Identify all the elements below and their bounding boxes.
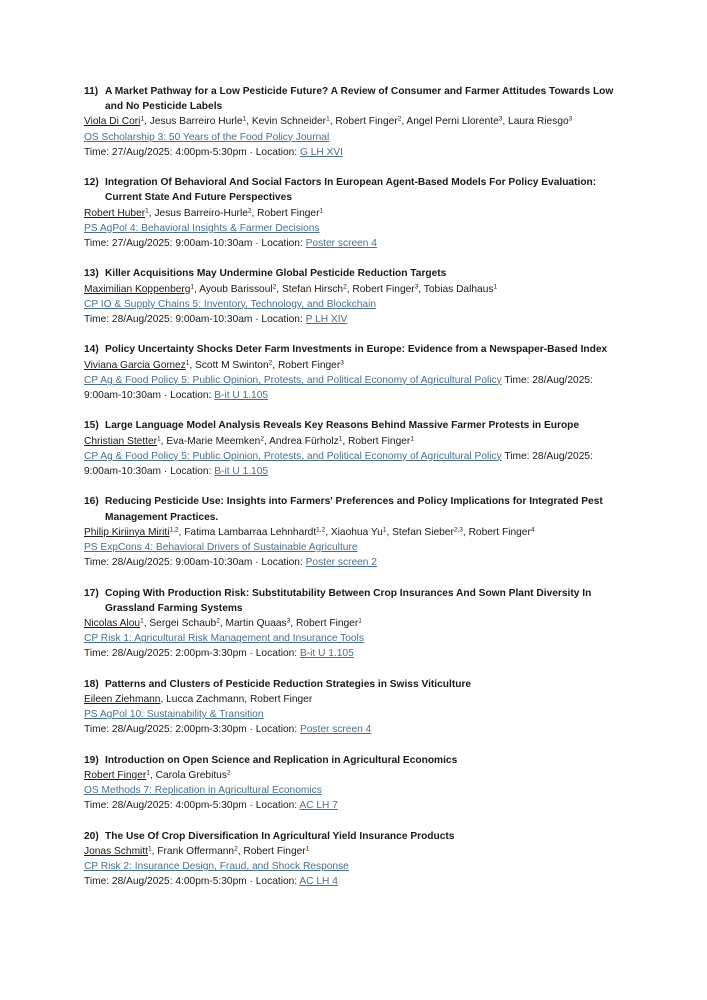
affiliation-marker: 2 <box>397 115 402 123</box>
author-name: Robert Finger <box>295 618 359 630</box>
affiliation-marker: 2 <box>260 435 264 443</box>
affiliation-marker: 1 <box>147 845 152 853</box>
entry-title-row <box>84 418 624 433</box>
author-name: Eva-Marie Meemken <box>166 435 261 447</box>
time-location-text: Time: 28/Aug/2025: 2:00pm-3:30pm · Location: <box>84 648 300 660</box>
paper-title: Reducing Pesticide Use: Insights into Farmers' Preferences and Policy Implications for Integrated Pest Management Practices. <box>105 496 603 523</box>
presenting-author: Jonas Schmitt <box>84 846 148 858</box>
affiliation-marker: 4 <box>530 526 535 534</box>
paper-title: A Market Pathway for a Low Pesticide Future? A Review of Consumer and Farmer Attitudes Towards Low and No Pesticide Labels <box>105 86 614 113</box>
session-line <box>84 859 624 874</box>
entry-number: 15) <box>84 420 99 432</box>
affiliation-marker: 1,2 <box>169 526 179 534</box>
author-name: Kevin Schneider <box>251 116 327 128</box>
presenting-author: Nicolas Alou <box>84 618 141 630</box>
affiliation-marker: 2 <box>343 283 347 291</box>
location-link[interactable]: Poster screen 4 <box>305 238 377 250</box>
entry-number: 16) <box>84 496 99 508</box>
affiliation-marker: 2 <box>247 207 252 215</box>
affiliation-marker: 1 <box>157 435 161 443</box>
session-line <box>84 130 624 145</box>
author-name: Laura Riesgo <box>508 116 569 128</box>
location-link[interactable]: P LH XIV <box>305 314 348 326</box>
session-link[interactable]: PS ExpCons 4: Behavioral Drivers of Sustainable Agriculture <box>84 542 358 554</box>
affiliation-marker: 2 <box>268 359 273 367</box>
paper-title: Policy Uncertainty Shocks Deter Farm Investments in Europe: Evidence from a Newspaper-Based Index <box>105 344 608 356</box>
session-time-block <box>84 449 624 479</box>
time-location-text: Time: 28/Aug/2025: 2:00pm-3:30pm · Location: <box>84 724 300 736</box>
time-line <box>84 555 624 570</box>
entry-title-row <box>84 266 624 281</box>
author-list: Philip Kiriinya Miriti$^{1,2}$, Fatima Lambarraa Lehnhardt$^{1,2}$, Xiaohua Yu$^1$, Stefan Sieber$^{2,3}$, Robert Finger$^4$ <box>84 526 535 538</box>
session-line <box>84 783 624 798</box>
paper-title: Introduction on Open Science and Replication in Agricultural Economics <box>105 754 458 766</box>
affiliation-marker: 2 <box>216 617 220 625</box>
author-name: Xiaohua Yu <box>330 526 383 538</box>
affiliation-marker: 1 <box>410 435 414 443</box>
time-line <box>84 722 624 737</box>
affiliation-marker: 3 <box>286 617 291 625</box>
author-name: Andrea Fürholz <box>269 435 339 447</box>
author-name: Ayoub Barissoul <box>199 283 273 295</box>
time-location-text: Time: 27/Aug/2025: 4:00pm-5:30pm · Location: <box>84 146 300 158</box>
entry-title-row <box>84 677 624 692</box>
list-item <box>84 266 624 327</box>
paper-title: Integration Of Behavioral And Social Factors In European Agent-Based Models For Policy Evaluation: Current State And Future Perspectives <box>105 177 597 204</box>
author-name: Stefan Sieber <box>392 526 454 538</box>
paper-title: The Use Of Crop Diversification In Agricultural Yield Insurance Products <box>105 830 455 842</box>
time-location-text: Time: 28/Aug/2025: 4:00pm-5:30pm · Location: <box>84 800 300 812</box>
author-name: Robert Finger <box>352 283 415 295</box>
affiliation-marker: 1 <box>493 283 498 291</box>
affiliation-marker: 3 <box>498 115 503 123</box>
entry-number: 19) <box>84 754 99 766</box>
entry-number: 17) <box>84 587 99 599</box>
entry-title-row <box>84 829 624 844</box>
affiliation-marker: 1 <box>358 617 362 625</box>
time-line <box>84 145 624 160</box>
author-list: Christian Stetter$^1$, Eva-Marie Meemken$^2$, Andrea Fürholz$^1$, Robert Finger$^1$ <box>84 435 414 447</box>
session-link[interactable]: OS Scholarship 3: 50 Years of the Food Policy Journal <box>84 131 330 143</box>
affiliation-marker: 3 <box>414 283 419 291</box>
entry-number: 12) <box>84 177 99 189</box>
time-location-text: Time: 28/Aug/2025: 9:00am-10:30am · Location: <box>84 557 306 569</box>
time-line <box>84 312 624 327</box>
affiliation-marker: 3 <box>340 359 344 367</box>
entry-number: 14) <box>84 344 99 356</box>
session-link[interactable]: CP Ag & Food Policy 5: Public Opinion, Protests, and Political Economy of Agricultural Policy <box>84 374 502 386</box>
session-line <box>84 540 624 555</box>
list-item <box>84 829 624 890</box>
list-item <box>84 84 624 160</box>
affiliation-marker: 2 <box>226 769 231 777</box>
author-name: Scott M Swinton <box>195 359 269 371</box>
author-name: Jesus Barreiro-Hurle <box>154 207 248 219</box>
time-line <box>84 874 624 889</box>
author-list: Maximilian Koppenberg$^1$, Ayoub Barissoul$^2$, Stefan Hirsch$^2$, Robert Finger$^3$, Tobias Dalhaus$^1$ <box>84 283 498 295</box>
entry-number: 11) <box>84 86 99 97</box>
author-name: Robert Finger <box>468 526 531 538</box>
author-name: Martin Quaas <box>225 618 287 630</box>
author-name: Carola Grebitus <box>155 770 227 782</box>
entry-number: 13) <box>84 268 99 280</box>
entry-number: 20) <box>84 830 99 842</box>
time-line <box>84 646 624 661</box>
author-name: Fatima Lambarraa Lehnhardt <box>184 526 317 538</box>
affiliation-marker: 2,3 <box>453 526 463 534</box>
location-link[interactable]: Poster screen 4 <box>299 724 372 736</box>
session-link[interactable]: CP IO & Supply Chains 5: Inventory, Technology, and Blockchain <box>84 298 377 310</box>
author-list: Robert Finger$^1$, Carola Grebitus$^2$ <box>84 769 231 782</box>
author-name: Robert Finger <box>277 359 341 371</box>
time-location-text: Time: 28/Aug/2025: 4:00pm-5:30pm · Location: <box>84 876 300 888</box>
author-list: Eileen Ziehmann, Lucca Zachmann, Robert Finger <box>84 694 313 706</box>
list-item <box>84 586 624 662</box>
author-name: Sergei Schaub <box>149 618 217 630</box>
time-location-text: Time: 28/Aug/2025: 9:00am-10:30am · Location: <box>84 450 593 478</box>
presenting-author: Robert Finger <box>84 770 147 782</box>
location-link[interactable]: AC LH 7 <box>299 800 338 812</box>
session-line <box>84 707 624 722</box>
list-item <box>84 175 624 251</box>
affiliation-marker: 1 <box>185 359 190 367</box>
paper-title: Coping With Production Risk: Substitutability Between Crop Insurances And Sown Plant Diversity In Grassland Farming Systems <box>105 587 592 614</box>
affiliation-marker: 1 <box>190 283 195 291</box>
entry-title-row <box>84 494 624 524</box>
affiliation-marker: 1 <box>242 115 247 123</box>
affiliation-marker: 2 <box>234 845 238 853</box>
author-name: Robert Finger <box>335 116 398 128</box>
entry-title-row <box>84 342 624 357</box>
time-location-text: Time: 28/Aug/2025: 9:00am-10:30am · Location: <box>84 374 593 402</box>
author-name: Robert Finger <box>257 207 320 219</box>
session-line <box>84 631 624 646</box>
author-name: Stefan Hirsch <box>281 283 344 295</box>
location-link[interactable]: B-it U 1.105 <box>214 390 269 402</box>
presenting-author: Christian Stetter <box>84 435 158 447</box>
affiliation-marker: 1 <box>305 845 310 853</box>
presenting-author: Viola Di Cori <box>84 116 141 128</box>
location-link[interactable]: G LH XVI <box>299 146 343 158</box>
location-link[interactable]: B-it U 1.105 <box>214 466 269 478</box>
presenting-author: Robert Huber <box>84 207 146 219</box>
location-link[interactable]: AC LH 4 <box>299 876 338 888</box>
affiliation-marker: 3 <box>568 115 573 123</box>
time-line <box>84 236 624 251</box>
author-name: Lucca Zachmann <box>166 694 245 706</box>
author-list: Viviana Garcia Gomez$^1$, Scott M Swinton$^2$, Robert Finger$^3$ <box>84 359 344 371</box>
list-item <box>84 494 624 570</box>
entry-number: 18) <box>84 678 99 690</box>
entry-title-row <box>84 84 624 114</box>
list-item <box>84 753 624 814</box>
affiliation-marker: 1 <box>326 115 330 123</box>
author-name: Robert Finger <box>249 694 313 706</box>
affiliation-marker: 1 <box>319 207 324 215</box>
author-name: Tobias Dalhaus <box>423 283 494 295</box>
author-name: Jesus Barreiro Hurle <box>149 116 243 128</box>
affiliation-marker: 1,2 <box>316 526 326 534</box>
publication-list <box>84 84 624 905</box>
entry-title-row <box>84 753 624 768</box>
affiliation-marker: 1 <box>140 617 144 625</box>
presenting-author: Maximilian Koppenberg <box>84 283 191 295</box>
entry-title-row <box>84 586 624 616</box>
author-name: Robert Finger <box>243 846 306 858</box>
paper-title: Patterns and Clusters of Pesticide Reduction Strategies in Swiss Viticulture <box>105 678 472 690</box>
affiliation-marker: 1 <box>146 769 150 777</box>
author-name: Angel Perni Llorente <box>406 116 499 128</box>
affiliation-marker: 1 <box>338 435 343 443</box>
session-link[interactable]: PS AgPol 10: Sustainability & Transition <box>84 709 264 721</box>
entry-title-row <box>84 175 624 205</box>
paper-title: Large Language Model Analysis Reveals Key Reasons Behind Massive Farmer Protests in Europe <box>105 420 580 432</box>
author-name: Frank Offermann <box>157 846 235 858</box>
affiliation-marker: 1 <box>140 115 145 123</box>
author-list: Nicolas Alou$^1$, Sergei Schaub$^2$, Martin Quaas$^3$, Robert Finger$^1$ <box>84 617 362 630</box>
presenting-author: Philip Kiriinya Miriti <box>84 526 170 538</box>
session-time-block <box>84 373 624 403</box>
time-location-text: Time: 28/Aug/2025: 9:00am-10:30am · Location: <box>84 314 306 326</box>
author-list: Jonas Schmitt$^1$, Frank Offermann$^2$, Robert Finger$^1$ <box>84 845 310 858</box>
list-item <box>84 677 624 738</box>
list-item <box>84 342 624 403</box>
author-name: Robert Finger <box>348 435 411 447</box>
time-location-text: Time: 27/Aug/2025: 9:00am-10:30am · Location: <box>84 238 306 250</box>
session-link[interactable]: CP Risk 1: Agricultural Risk Management and Insurance Tools <box>84 633 364 645</box>
session-link[interactable]: PS AgPol 4: Behavioral Insights & Farmer Decisions <box>84 222 320 234</box>
session-link[interactable]: CP Ag & Food Policy 5: Public Opinion, Protests, and Political Economy of Agricultural Policy <box>84 450 502 462</box>
location-link[interactable]: B-it U 1.105 <box>299 648 354 660</box>
session-link[interactable]: OS Methods 7: Replication in Agricultural Economics <box>84 785 322 797</box>
affiliation-marker: 2 <box>272 283 277 291</box>
session-line <box>84 221 624 236</box>
author-list: Viola Di Cori$^1$, Jesus Barreiro Hurle$^1$, Kevin Schneider$^1$, Robert Finger$^2$, Angel Perni Llorente$^3$, Laura Riesgo$^3$ <box>84 115 573 128</box>
presenting-author: Viviana Garcia Gomez <box>84 359 186 371</box>
author-list: Robert Huber$^1$, Jesus Barreiro-Hurle$^2$, Robert Finger$^1$ <box>84 207 324 219</box>
time-line <box>84 798 624 813</box>
location-link[interactable]: Poster screen 2 <box>305 557 377 569</box>
session-line <box>84 297 624 312</box>
affiliation-marker: 1 <box>382 526 387 534</box>
list-item <box>84 418 624 479</box>
paper-title: Killer Acquisitions May Undermine Global Pesticide Reduction Targets <box>105 268 447 280</box>
affiliation-marker: 1 <box>145 207 149 215</box>
presenting-author: Eileen Ziehmann <box>84 694 161 706</box>
session-link[interactable]: CP Risk 2: Insurance Design, Fraud, and Shock Response <box>84 861 349 873</box>
